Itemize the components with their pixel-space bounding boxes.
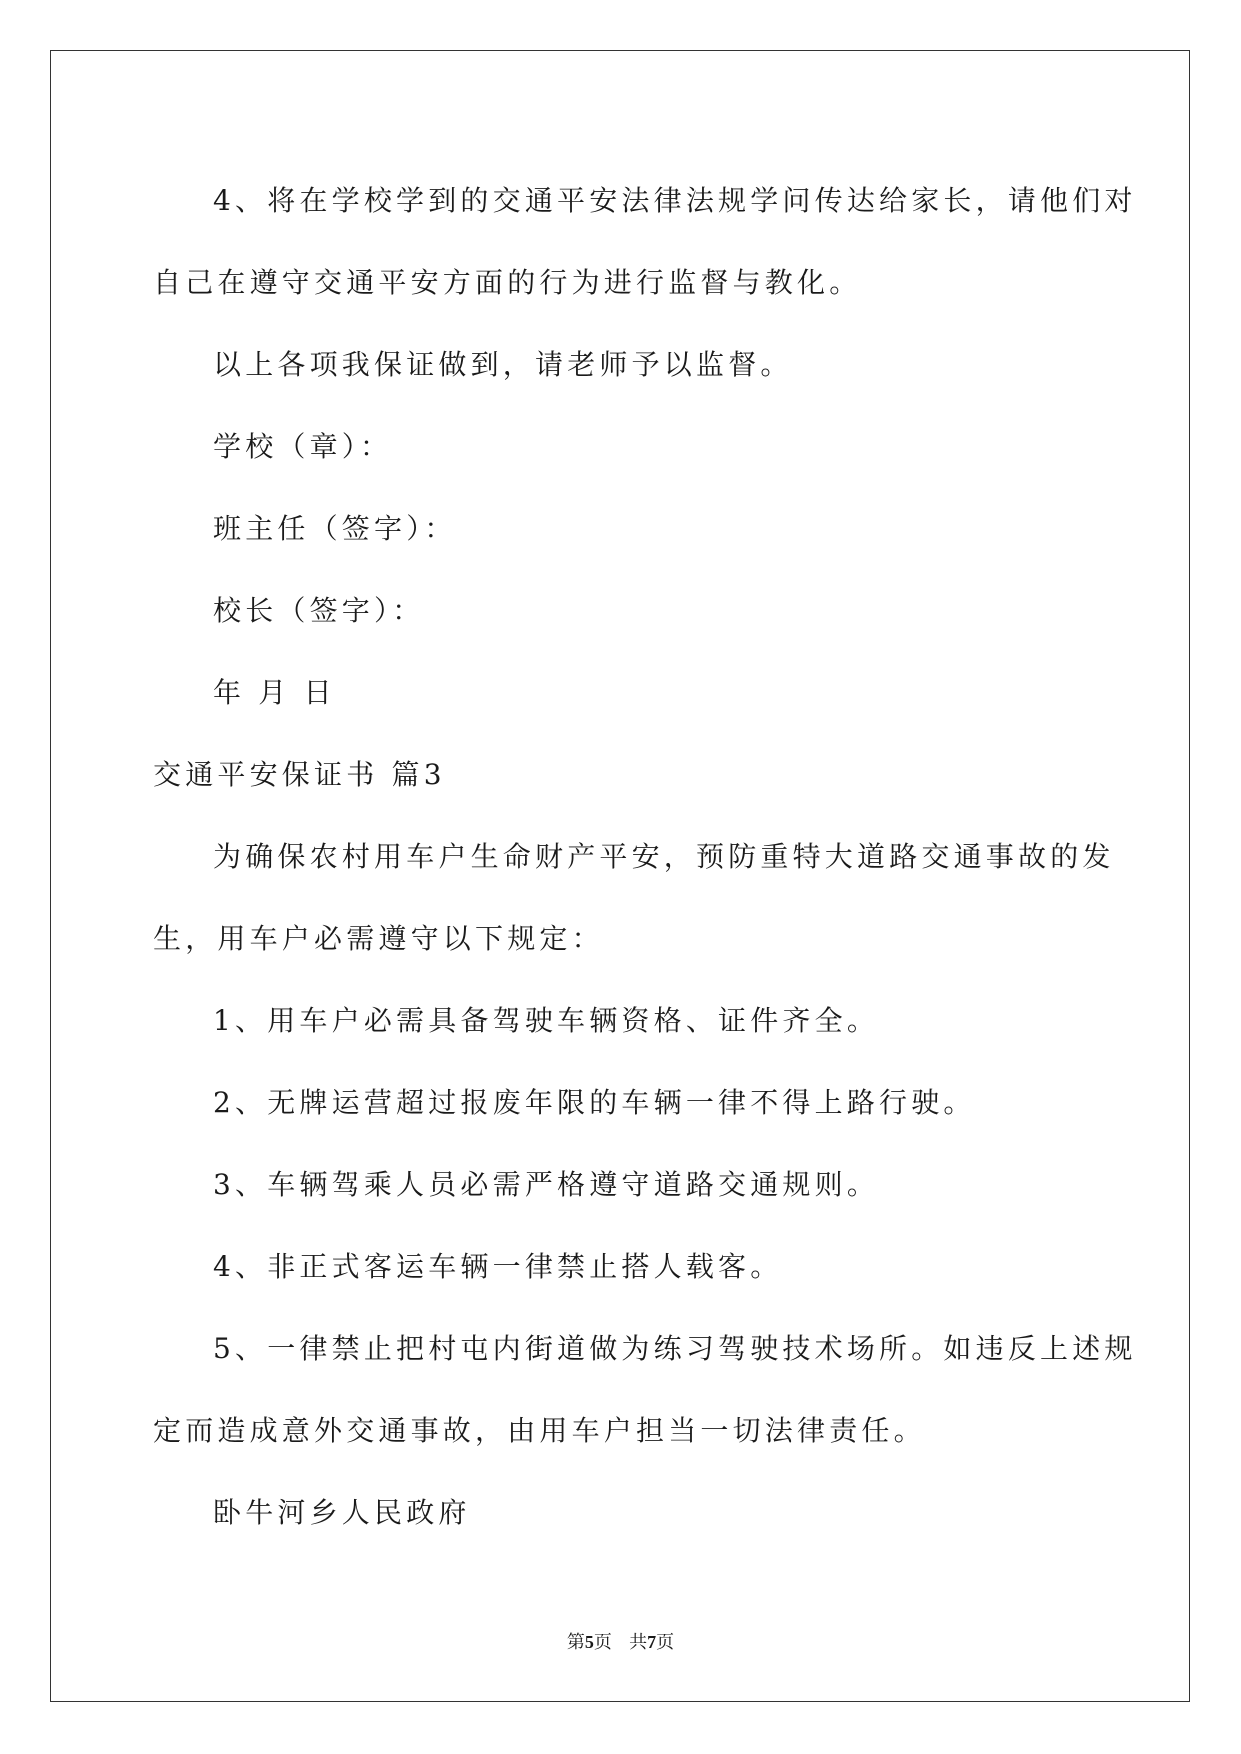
issuer-line: 卧牛河乡人民政府 bbox=[213, 1496, 471, 1529]
date-line: 年 月 日 bbox=[213, 676, 336, 709]
list-item: 4、非正式客运车辆一律禁止搭人载客。 bbox=[213, 1250, 783, 1283]
current-page-number: 5 bbox=[584, 1632, 594, 1652]
page-label-prefix: 第 bbox=[566, 1632, 585, 1653]
total-label-suffix: 页 bbox=[656, 1632, 675, 1653]
list-item: 1、用车户必需具备驾驶车辆资格、证件齐全。 bbox=[213, 1004, 880, 1037]
paragraph: 自己在遵守交通平安方面的行为进行监督与教化。 bbox=[153, 266, 862, 299]
document-body bbox=[153, 160, 1137, 1554]
list-item: 5、一律禁止把村屯内街道做为练习驾驶技术场所。如违反上述规 bbox=[213, 1332, 1137, 1365]
signature-line-principal: 校长（签字）： bbox=[213, 594, 425, 627]
list-item: 3、车辆驾乘人员必需严格遵守道路交通规则。 bbox=[213, 1168, 880, 1201]
page-footer bbox=[0, 1628, 1241, 1654]
signature-line-teacher: 班主任（签字）： bbox=[213, 512, 457, 545]
paragraph: 生，用车户必需遵守以下规定： bbox=[153, 922, 604, 955]
page-label-suffix: 页 bbox=[593, 1632, 612, 1653]
total-page-number: 7 bbox=[647, 1632, 657, 1652]
paragraph: 为确保农村用车户生命财产平安，预防重特大道路交通事故的发 bbox=[213, 840, 1115, 873]
paragraph: 定而造成意外交通事故，由用车户担当一切法律责任。 bbox=[153, 1414, 926, 1447]
paragraph: 以上各项我保证做到，请老师予以监督。 bbox=[213, 348, 793, 381]
paragraph: 4、将在学校学到的交通平安法律法规学问传达给家长，请他们对 bbox=[213, 184, 1137, 217]
section-heading: 交通平安保证书 篇3 bbox=[153, 758, 446, 791]
total-label-prefix: 共 bbox=[629, 1632, 648, 1653]
list-item: 2、无牌运营超过报废年限的车辆一律不得上路行驶。 bbox=[213, 1086, 976, 1119]
signature-line-school: 学校（章）： bbox=[213, 430, 393, 463]
